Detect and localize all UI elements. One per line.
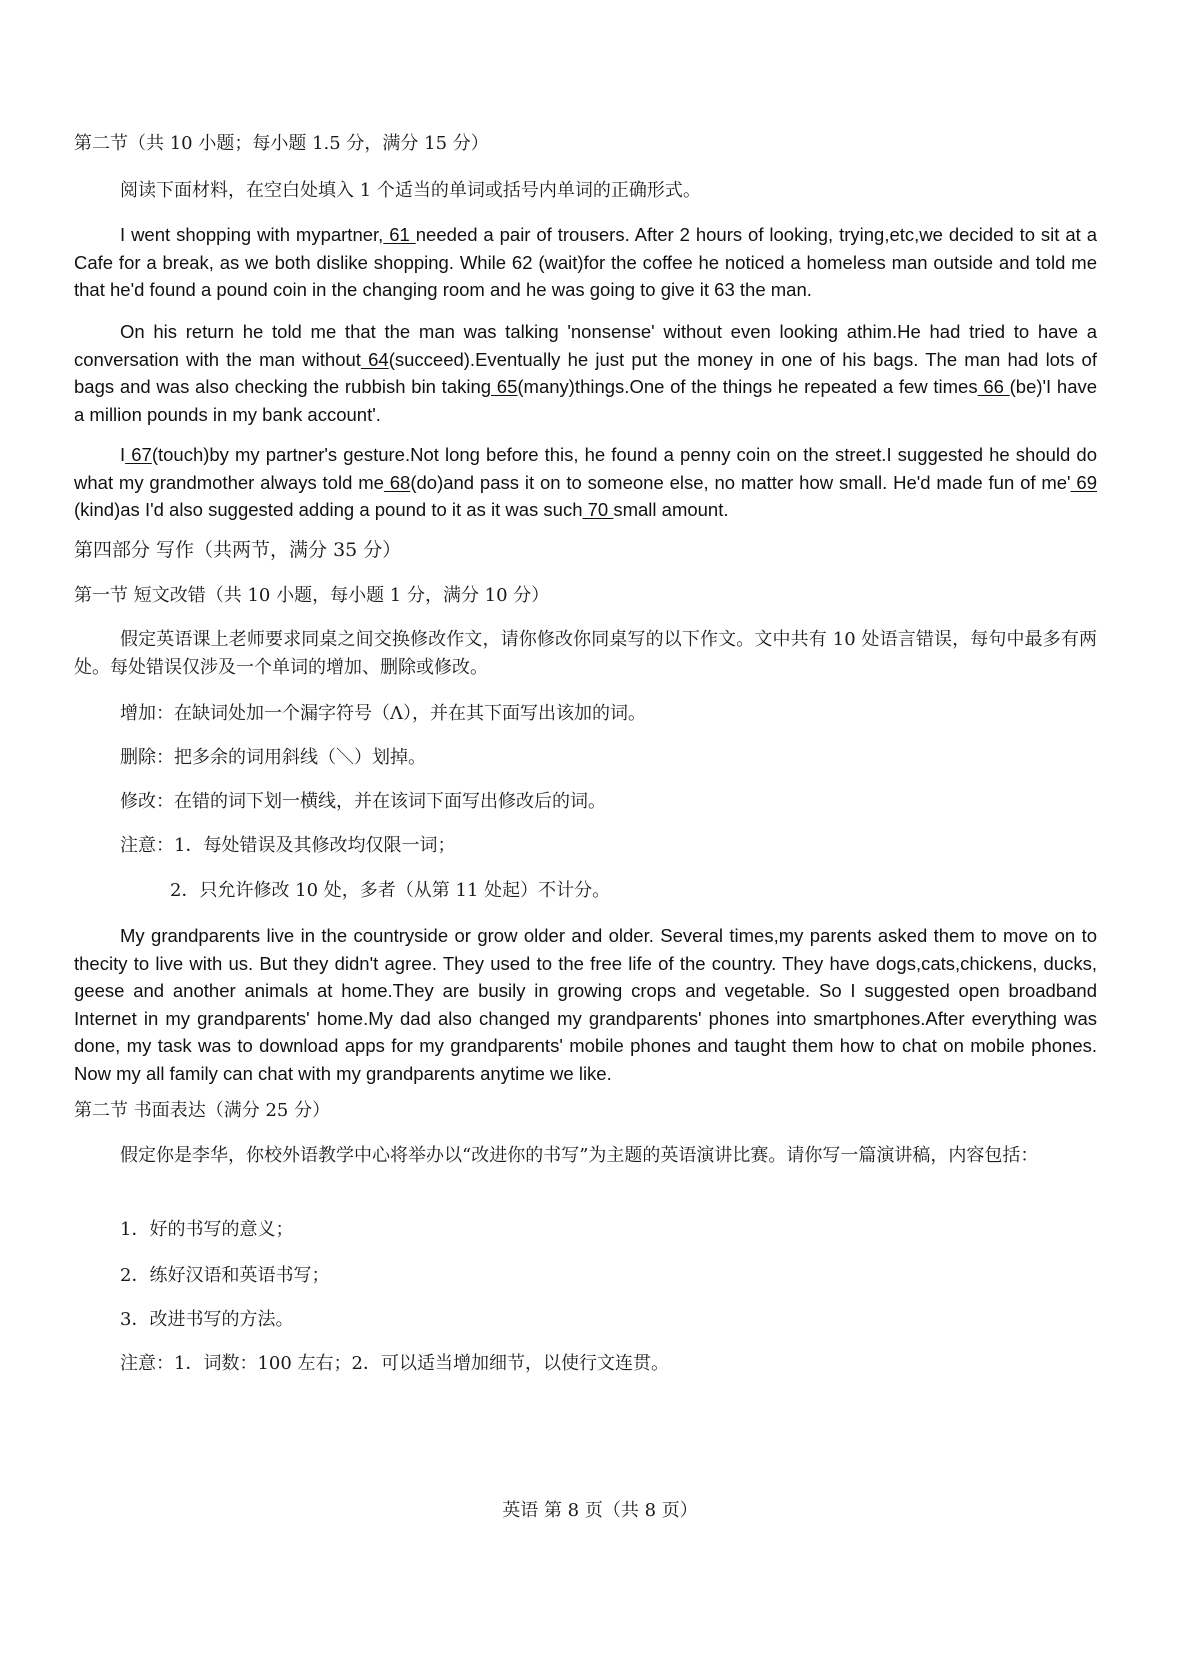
blank-67: 67 [125,444,152,465]
passage-paragraph-3: I 67(touch)by my partner's gesture.Not long before this, he found a penny coin on the street.I suggested he should do what my grandmother always told me 68(do)and pass it on to someone else, no matter how small. He'd made fun of me' 69 (kind)as I'd also suggested adding a pound to it as it was such 70 small amount. [74,444,1098,520]
final-note: 注意：1．词数：100 左右；2．可以适当增加细节，以使行文连贯。 [120,1353,669,1374]
section2-instruction: 阅读下面材料，在空白处填入 1 个适当的单词或括号内单词的正确形式。 [120,180,701,201]
section1-header: 第一节 短文改错（共 10 小题，每小题 1 分，满分 10 分） [74,585,550,606]
essay-passage: My grandparents live in the countryside or grow older and older. Several times,my parents asked them to move on to thecity to live with us. But they didn't agree. They used to the free life of the country. They have dogs,cats,chickens, ducks, geese and another animals at home.They are busily in growing crops and vegetable. So I suggested open broadband Internet in my grandparents' home.My dad also changed my grandparents' phones into smartphones.After everything was done, my task was to download apps for my grandparents' mobile phones and taught them how to chat on mobile phones. Now my all family can chat with my grandparents anytime we like. [74,925,1097,1084]
blank-68: 68 [383,471,411,493]
modify-rule: 修改：在错的词下划一横线，并在该词下面写出修改后的词。 [120,791,606,812]
section1-instruction: 假定英语课上老师要求同桌之间交换修改作文，请你修改你同桌写的以下作文。文中共有 10 处语言错误，每句中最多有两处。每处错误仅涉及一个单词的增加、删除或修改。 [74,629,1097,678]
page-footer: 英语 第 8 页（共 8 页） [502,1500,698,1521]
content-item-1: 1．好的书写的意义； [120,1219,294,1240]
passage-paragraph-2: On his return he told me that the man was talking 'nonsense' without even looking athim.He had tried to have a conversation with the man without 64(succeed).Eventually he just put the money in one of his bags. The man had lots of bags and was also checking the rubbish bin taking 65(many)things.One of the things he repeated a few times 66 (be)'I have a million pounds in my bank account'. [74,321,1098,425]
blank-64: 64 [360,348,389,370]
passage-paragraph-1: I went shopping with mypartner, 61 needed a pair of trousers. After 2 hours of looking, trying,etc,we decided to sit at a Cafe for a break, as we both dislike shopping. While 62 (wait)for the coffee he noticed a homeless man outside and told me that he'd found a pound coin in the changing room and he was going to give it 63 the man. [74,224,1098,300]
note-2: 2．只允许修改 10 处，多者（从第 11 处起）不计分。 [170,880,611,901]
part4-header: 第四部分 写作（共两节，满分 35 分） [74,539,402,561]
blank-66: 66 [977,376,1010,397]
content-item-2: 2．练好汉语和英语书写； [120,1265,330,1286]
blank-65: 65 [491,376,518,397]
add-rule: 增加：在缺词处加一个漏字符号（Λ），并在其下面写出该加的词。 [120,703,646,724]
blank-61: 61 [383,224,416,245]
note-1: 注意：1．每处错误及其修改均仅限一词； [120,835,456,856]
delete-rule: 删除：把多余的词用斜线（＼）划掉。 [120,747,426,768]
section2-writing-header: 第二节 书面表达（满分 25 分） [74,1100,331,1121]
content-item-3: 3．改进书写的方法。 [120,1309,294,1330]
blank-70: 70 [582,499,614,520]
section2-header: 第二节（共 10 小题；每小题 1.5 分，满分 15 分） [74,133,489,154]
writing-instruction: 假定你是李华，你校外语教学中心将举办以“改进你的书写”为主题的英语演讲比赛。请你写一篇演讲稿，内容包括： [120,1145,1039,1166]
blank-69: 69 [1070,471,1098,493]
